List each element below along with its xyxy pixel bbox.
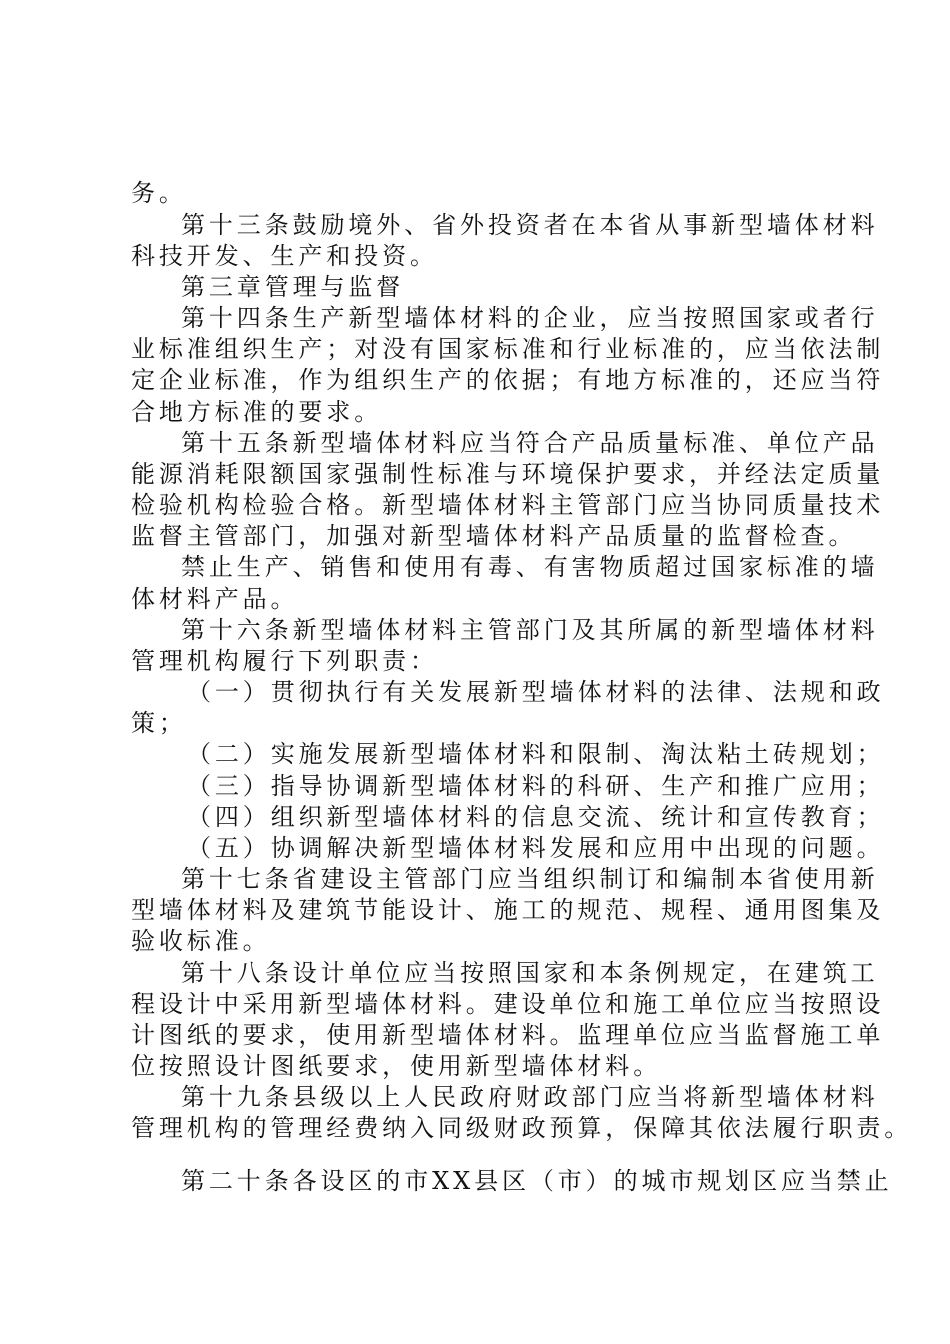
text-line: 第十六条新型墙体材料主管部门及其所属的新型墙体材料 xyxy=(181,616,879,644)
list-item: （一）贯彻执行有关发展新型墙体材料的法律、法规和政 xyxy=(187,678,885,706)
text-line: 第十七条省建设主管部门应当组织制订和编制本省使用新 xyxy=(181,865,879,893)
text-line: 策； xyxy=(131,709,187,737)
text-line: 型墙体材料及建筑节能设计、施工的规范、规程、通用图集及 xyxy=(131,896,885,924)
text-line: 管理机构履行下列职责： xyxy=(131,647,438,675)
text-line: 计图纸的要求，使用新型墙体材料。监理单位应当监督施工单 xyxy=(131,1021,885,1049)
text-line: 体材料产品。 xyxy=(131,585,299,613)
text-line: 科技开发、生产和投资。 xyxy=(131,242,438,270)
text-line: 验收标准。 xyxy=(131,927,271,955)
text-line: 第二十条各设区的市XX县区（市）的城市规划区应当禁止 xyxy=(181,1167,893,1195)
text-line: 第十五条新型墙体材料应当符合产品质量标准、单位产品 xyxy=(181,429,879,457)
list-item: （三）指导协调新型墙体材料的科研、生产和推广应用； xyxy=(187,772,885,800)
text-line: 第十三条鼓励境外、省外投资者在本省从事新型墙体材料 xyxy=(181,211,879,239)
text-line: 禁止生产、销售和使用有毒、有害物质超过国家标准的墙 xyxy=(181,553,879,581)
text-line: 第十四条生产新型墙体材料的企业，应当按照国家或者行 xyxy=(181,304,879,332)
text-line: 第十九条县级以上人民政府财政部门应当将新型墙体材料 xyxy=(181,1083,879,1111)
list-item: （二）实施发展新型墙体材料和限制、淘汰粘土砖规划； xyxy=(187,740,885,768)
text-line: 程设计中采用新型墙体材料。建设单位和施工单位应当按照设 xyxy=(131,990,885,1018)
text-line: 能源消耗限额国家强制性标准与环境保护要求，并经法定质量 xyxy=(131,460,885,488)
text-line: 合地方标准的要求。 xyxy=(131,398,383,426)
chapter-heading: 第三章管理与监督 xyxy=(181,273,405,301)
text-line: 检验机构检验合格。新型墙体材料主管部门应当协同质量技术 xyxy=(131,491,885,519)
text-line: 务。 xyxy=(131,179,187,207)
text-line: 管理机构的管理经费纳入同级财政预算，保障其依法履行职责。 xyxy=(131,1114,913,1142)
list-item: （四）组织新型墙体材料的信息交流、统计和宣传教育； xyxy=(187,803,885,831)
text-line: 业标准组织生产；对没有国家标准和行业标准的，应当依法制 xyxy=(131,335,885,363)
text-line: 第十八条设计单位应当按照国家和本条例规定，在建筑工 xyxy=(181,959,879,987)
text-line: 监督主管部门，加强对新型墙体材料产品质量的监督检查。 xyxy=(131,522,857,550)
list-item: （五）协调解决新型墙体材料发展和应用中出现的问题。 xyxy=(187,834,885,862)
text-line: 定企业标准，作为组织生产的依据；有地方标准的，还应当符 xyxy=(131,366,885,394)
text-line: 位按照设计图纸要求，使用新型墙体材料。 xyxy=(131,1052,662,1080)
